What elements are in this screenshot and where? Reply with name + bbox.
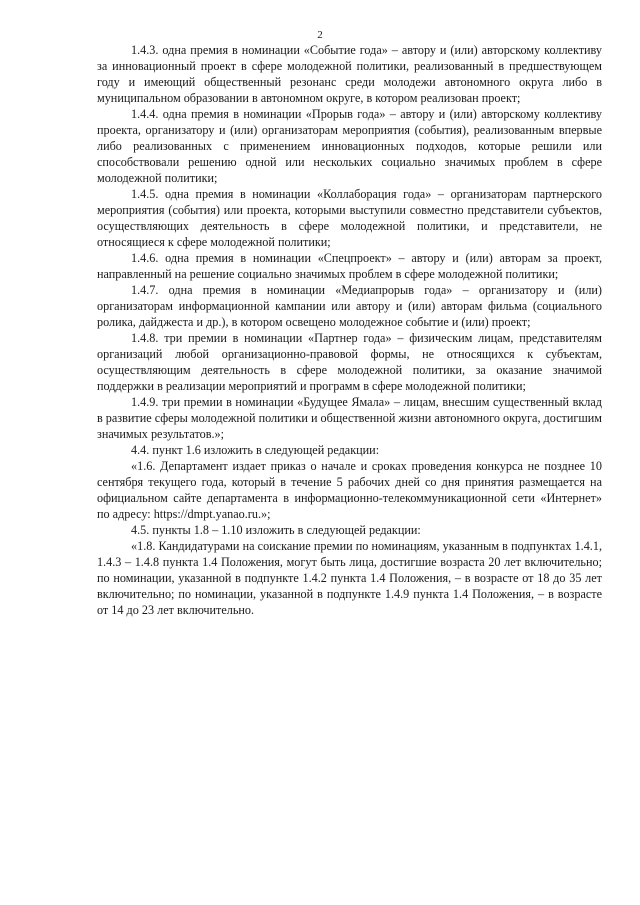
document-body	[97, 42, 602, 618]
paragraph-1-4-8: 1.4.8. три премии в номинации «Партнер года» – физическим лицам, представителям организаций любой организационно-правовой формы, не относящихся к субъектам, осуществляющим деятельность в сфере молодежной политики, за оказание значимой поддержки в реализации мероприятий и программ в сфере молодежной политики;	[97, 331, 602, 393]
paragraph-4-4: 4.4. пункт 1.6 изложить в следующей редакции:	[131, 443, 380, 457]
paragraph-1-8: «1.8. Кандидатурами на соискание премии по номинациям, указанным в подпунктах 1.4.1, 1.4.3 – 1.4.8 пункта 1.4 Положения, могут быть лица, достигшие возраста 20 лет включительно; по номинации, указанной в подпункте 1.4.2 пункта 1.4 Положения, – в возрасте от 18 до 35 лет включительно; по номинации, указанной в подпункте 1.4.9 пункта 1.4 Положения, – в возрасте от 14 до 23 лет включительно.	[97, 539, 602, 617]
paragraph-1-6: «1.6. Департамент издает приказ о начале и сроках проведения конкурса не позднее 10 сентября текущего года, который в течение 5 рабочих дней со дня принятия размещается на официальном сайте департамента в информационно-телекоммуникационной сети «Интернет» по адресу: https://dmpt.yanao.ru.»;	[97, 459, 602, 521]
paragraph-4-5: 4.5. пункты 1.8 – 1.10 изложить в следующей редакции:	[131, 523, 421, 537]
paragraph-1-4-6: 1.4.6. одна премия в номинации «Спецпроект» – автору и (или) авторам за проект, направленный на решение социально значимых проблем в сфере молодежной политики;	[97, 251, 602, 281]
paragraph-1-4-4: 1.4.4. одна премия в номинации «Прорыв года» – автору и (или) авторскому коллективу проекта, организатору и (или) организаторам мероприятия (события), реализованным впервые либо реализованных с применением инновационных подходов, которые решили или способствовали решению одной или нескольких социально значимых проблем в сфере молодежной политики;	[97, 107, 602, 185]
page-number: 2	[317, 29, 323, 41]
paragraph-1-4-3: 1.4.3. одна премия в номинации «Событие года» – автору и (или) авторскому коллективу за инновационный проект в сфере молодежной политики, реализованный в предшествующем году и имеющий общественный резонанс среди молодежи автономного округа либо в муниципальном образовании в автономном округе, в котором реализован проект;	[97, 43, 602, 105]
paragraph-1-4-5: 1.4.5. одна премия в номинации «Коллаборация года» – организаторам партнерского мероприятия (события) или проекта, которыми выступили совместно представители субъектов, осуществляющих деятельность в сфере молодежной политики, и представители, не относящиеся к сфере молодежной политики;	[97, 187, 602, 249]
paragraph-1-4-7: 1.4.7. одна премия в номинации «Медиапрорыв года» – организатору и (или) организаторам информационной кампании или автору и (или) авторам фильма (социального ролика, дайджеста и др.), в котором освещено молодежное событие и (или) проект;	[97, 283, 602, 329]
paragraph-1-4-9: 1.4.9. три премии в номинации «Будущее Ямала» – лицам, внесшим существенный вклад в развитие сферы молодежной политики и общественной жизни автономного округа, достигшим значимых результатов.»;	[97, 395, 603, 441]
